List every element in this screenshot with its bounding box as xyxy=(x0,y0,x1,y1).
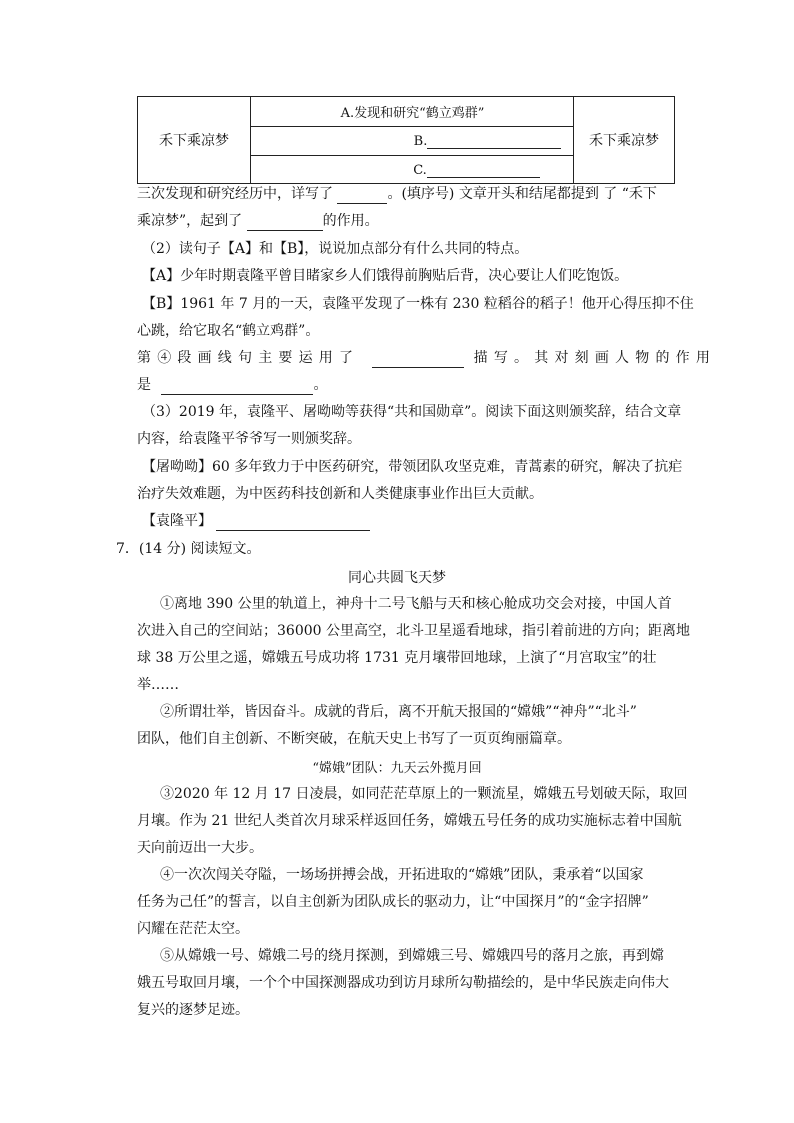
q4-line-2 xyxy=(137,375,677,395)
table-row-b-label: B. xyxy=(413,133,428,149)
q1-line-2 xyxy=(137,211,677,231)
q3-yuan-blank[interactable] xyxy=(216,515,370,531)
table-left-cell: 禾下乘凉梦 xyxy=(138,97,251,183)
table-row-b-blank[interactable] xyxy=(427,134,561,149)
q1-blank-2[interactable] xyxy=(247,215,323,231)
q7-p1-line-1: ①离地 390 公里的轨道上，神舟十二号飞船与天和核心舱成功交会对接，中国人首 xyxy=(160,596,672,612)
table-row-c-blank[interactable] xyxy=(427,163,540,178)
q7-title: 同心共圆飞天梦 xyxy=(348,570,446,586)
q1-line-1 xyxy=(137,184,677,204)
q4-line-1 xyxy=(137,348,717,368)
q7-p5-line-1: ⑤从嫦娥一号、嫦娥二号的绕月探测，到嫦娥三号、嫦娥四号的落月之旅，再到嫦 xyxy=(160,948,664,964)
table-row-a-text: A.发现和研究“鹤立鸡群” xyxy=(340,105,485,121)
q4-text-b: 描写。其对刻画人物的作用 xyxy=(473,350,717,366)
q7-header: 7．(14 分) 阅读短文。 xyxy=(116,541,261,557)
q2-prompt: （2）读句子【A】和【B】，说说加点部分有什么共同的特点。 xyxy=(142,241,529,257)
q7-p2-line-1: ②所谓壮举，皆因奋斗。成就的背后，离不开航天报国的“嫦娥”“神舟”“北斗” xyxy=(160,704,637,720)
q7-p4-line-2: 任务为己任”的誓言，以自主创新为团队成长的驱动力，让“中国探月”的“金字招牌” xyxy=(137,894,649,910)
q1-text-d: 的作用。 xyxy=(322,213,379,229)
q7-subtitle: “嫦娥”团队：九天云外揽月回 xyxy=(312,761,482,776)
q4-blank-2[interactable] xyxy=(161,379,313,395)
q4-text-a: 第④段画线句主要运用了 xyxy=(137,350,360,366)
table-row-c-label: C. xyxy=(413,163,427,178)
table-row-a xyxy=(251,97,574,125)
q7-p3-line-3: 天向前迈出一大步。 xyxy=(137,840,263,856)
q2-sentence-b-1: 【B】1961 年 7 月的一天，袁隆平发现了一株有 230 粒稻谷的稻子！他开心得压抑不住 xyxy=(142,296,694,312)
q7-p1-line-2: 次进入自己的空间站；36000 公里高空，北斗卫星遥看地球，指引着前进的方向；距离地 xyxy=(137,623,690,639)
q7-p5-line-2: 娥五号取回月壤，一个个中国探测器成功到访月球所勾勒描绘的，是中华民族走向伟大 xyxy=(137,975,669,991)
q3-tu-line-2: 治疗失效难题，为中医药科技创新和人类健康事业作出巨大贡献。 xyxy=(137,486,543,502)
q1-text-c: 乘凉梦”，起到了 xyxy=(137,213,243,229)
q1-text-b: 。(填序号) 文章开头和结尾都提到 了 “禾下 xyxy=(387,186,657,202)
table-row-b xyxy=(251,126,574,155)
q1-blank-1[interactable] xyxy=(337,188,387,204)
q4-text-d: 。 xyxy=(313,377,328,393)
q7-p3-line-1: ③2020 年 12 月 17 日凌晨，如同茫茫草原上的一颗流星，嫦娥五号划破天际，取回 xyxy=(160,786,688,802)
q3-yuan-line xyxy=(142,511,682,531)
q4-text-c: 是 xyxy=(137,377,151,393)
q7-p1-line-3: 球 38 万公里之遥，嫦娥五号成功将 1731 克月壤带回地球，上演了“月宫取宝”的壮 xyxy=(137,650,657,666)
q7-p5-line-3: 复兴的逐梦足迹。 xyxy=(137,1002,249,1018)
q7-p1-line-4: 举…… xyxy=(137,677,179,693)
q3-yuan-label: 【袁隆平】 xyxy=(142,513,212,529)
q3-tu-line-1: 【屠呦呦】60 多年致力于中医药研究，带领团队攻坚克难，青蒿素的研究，解决了抗疟 xyxy=(142,459,683,475)
q4-blank-1[interactable] xyxy=(372,352,464,368)
table-row-c xyxy=(251,155,574,185)
q7-p3-line-2: 月壤。作为 21 世纪人类首次月球采样返回任务，嫦娥五号任务的成功实施标志着中国航 xyxy=(137,813,682,829)
q7-p4-line-1: ④一次次闯关夺隘，一场场拼搏会战，开拓进取的“嫦娥”团队，秉承着“以国家 xyxy=(160,867,644,883)
table-right-cell: 禾下乘凉梦 xyxy=(573,97,674,183)
q3-line-2: 内容，给袁隆平爷爷写一则颁奖辞。 xyxy=(137,431,361,447)
q2-sentence-a: 【A】少年时期袁隆平曾目睹家乡人们饿得前胸贴后背，决心要让人们吃饱饭。 xyxy=(142,268,629,284)
q1-text-a: 三次发现和研究经历中，详写了 xyxy=(137,186,333,202)
q7-p2-line-2: 团队，他们自主创新、不断突破，在航天史上书写了一页页绚丽篇章。 xyxy=(137,731,571,747)
table-middle-column xyxy=(251,97,574,183)
summary-table xyxy=(137,96,675,184)
q3-line-1: （3）2019 年，袁隆平、屠呦呦等获得“共和国勋章”。阅读下面这则颁奖辞，结合文章 xyxy=(142,404,682,420)
q7-p4-line-3: 闪耀在茫茫太空。 xyxy=(137,921,249,937)
q2-sentence-b-2: 心跳，给它取名“鹤立鸡群”。 xyxy=(137,323,320,339)
